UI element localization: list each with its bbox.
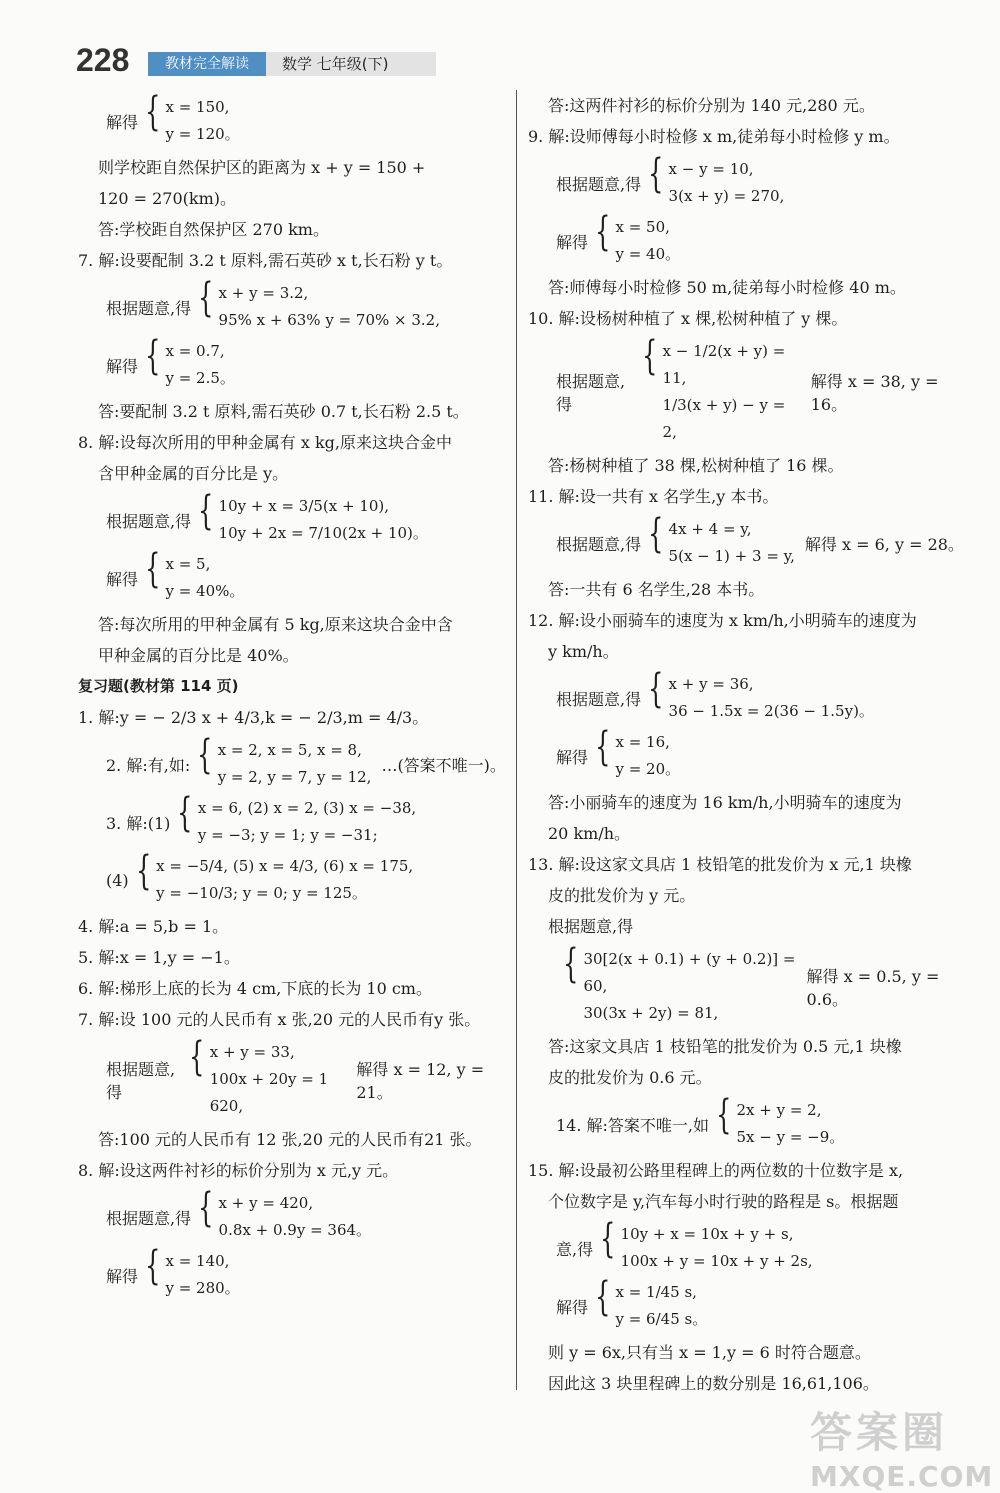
text-line: 皮的批发价为 y 元。 (548, 886, 696, 905)
text-line: 答:每次所用的甲种金属有 5 kg,原来这块合金中含 (98, 615, 453, 634)
text-line: 9. 解:设师傅每小时检修 x m,徒弟每小时检修 y m。 (528, 127, 900, 146)
text-line: 10. 解:设杨树种植了 x 棵,松树种植了 y 棵。 (528, 309, 848, 328)
equation-system (78, 1034, 508, 1120)
text-line: 答:100 元的人民币有 12 张,20 元的人民币有21 张。 (98, 1130, 482, 1149)
system-prefix: 根据题意,得 (556, 174, 642, 194)
text-line: 15. 解:设最初公路里程碑上的两位数的十位数字是 x, (528, 1161, 904, 1180)
brace-icon: { (198, 1185, 214, 1231)
equation: x = 5, (165, 555, 211, 573)
equation-system (78, 790, 508, 849)
system-prefix: 根据题意,得 (556, 372, 626, 414)
text-line: 甲种金属的百分比是 40%。 (98, 646, 299, 665)
system-prefix: 根据题意,得 (106, 1208, 192, 1228)
equation-system (78, 1243, 508, 1302)
text-line: 答:师傅每小时检修 50 m,徒弟每小时检修 40 m。 (548, 278, 906, 297)
system-suffix: 解得 x = 38, y = 16。 (810, 372, 939, 414)
system-prefix: 解得 (556, 232, 589, 252)
brace-icon: { (595, 209, 611, 255)
equation: y = 6/45 s。 (615, 1310, 708, 1328)
text-line: 13. 解:设这家文具店 1 枝铅笔的批发价为 x 元,1 块橡 (528, 855, 912, 874)
equation: x + y = 420, (218, 1194, 314, 1212)
subject-label: 数学 七年级(下) (266, 52, 436, 76)
equation-system (528, 151, 968, 210)
equation: y = −10/3; y = 0; y = 125。 (156, 884, 367, 902)
system-suffix: 解得 x = 12, y = 21。 (356, 1059, 485, 1102)
brace-icon: { (642, 333, 658, 379)
text-line: 7. 解:设 100 元的人民币有 x 张,20 元的人民币有y 张。 (78, 1010, 481, 1029)
text-line: 12. 解:设小丽骑车的速度为 x km/h,小明骑车的速度为 (528, 611, 917, 630)
equation-system (528, 209, 968, 268)
equation: y = 2, y = 7, y = 12, (217, 768, 372, 786)
text-line: 答:这两件衬衫的标价分别为 140 元,280 元。 (548, 96, 875, 115)
equation: x = 140, (165, 1252, 230, 1270)
equation: 0.8x + 0.9y = 364。 (218, 1221, 372, 1239)
text-line: 5. 解:x = 1,y = −1。 (78, 948, 240, 967)
system-prefix: 解得 (106, 1266, 139, 1286)
equation: x − 1/2(x + y) = 11, (662, 342, 786, 387)
text-line: 7. 解:设要配制 3.2 t 原料,需石英砂 x t,长石粉 y t。 (78, 251, 453, 270)
equation: x + y = 33, (209, 1043, 295, 1061)
page-number: 228 (76, 42, 130, 78)
equation-system (78, 1185, 508, 1244)
equation: x = 50, (615, 218, 670, 236)
brace-icon: { (716, 1092, 732, 1138)
equation-system (78, 275, 508, 334)
equation-system (78, 488, 508, 547)
equation: 5(x − 1) + 3 = y, (668, 547, 795, 565)
brace-icon: { (145, 333, 161, 379)
text-line: 20 km/h。 (548, 824, 631, 843)
brace-icon: { (145, 1243, 161, 1289)
text-line: 6. 解:梯形上底的长为 4 cm,下底的长为 10 cm。 (78, 979, 432, 998)
system-prefix: 14. 解:答案不唯一,如 (556, 1115, 710, 1135)
equation: 100x + 20y = 1 620, (209, 1070, 329, 1115)
equation-system (528, 1274, 968, 1333)
equation: x = 6, (2) x = 2, (3) x = −38, (197, 799, 417, 817)
equation: 10y + x = 10x + y + s, (620, 1225, 794, 1243)
equation-system (528, 333, 968, 446)
system-prefix: 3. 解:(1) (106, 813, 171, 833)
system-prefix: 意,得 (556, 1239, 594, 1259)
equation-system (528, 666, 968, 725)
brace-icon: { (145, 89, 161, 135)
equation: y = 280。 (165, 1279, 240, 1297)
brace-icon: { (595, 724, 611, 770)
equation: x − y = 10, (668, 160, 754, 178)
system-suffix: 解得 x = 6, y = 28。 (804, 534, 964, 554)
equation: x = 16, (615, 733, 670, 751)
equation-system (528, 724, 968, 783)
equation: y = 20。 (615, 760, 681, 778)
brace-icon: { (648, 511, 664, 557)
system-suffix: …(答案不唯一)。 (381, 755, 506, 775)
text-line: 答:学校距自然保护区 270 km。 (98, 220, 329, 239)
right-column (528, 90, 968, 1399)
text-line: 根据题意,得 (548, 917, 634, 936)
equation: x = 150, (165, 98, 230, 116)
page-header (76, 42, 436, 82)
system-prefix: 解得 (106, 356, 139, 376)
equation-system (78, 546, 508, 605)
system-prefix: 解得 (106, 569, 139, 589)
equation: x = −5/4, (5) x = 4/3, (6) x = 175, (156, 857, 414, 875)
equation: 95% x + 63% y = 70% × 3.2, (218, 311, 440, 329)
text-line: 120 = 270(km)。 (98, 189, 237, 208)
text-line: 答:杨树种植了 38 棵,松树种植了 16 棵。 (548, 456, 844, 475)
text-line: 答:一共有 6 名学生,28 本书。 (548, 580, 765, 599)
book-badge: 教材完全解读 (148, 52, 266, 76)
brace-icon: { (189, 1034, 205, 1080)
equation: 30[2(x + 0.1) + (y + 0.2)] = 60, (583, 950, 796, 995)
equation-system (78, 732, 508, 791)
equation: y = 120。 (165, 125, 240, 143)
equation-system (528, 1092, 968, 1151)
equation: 2x + y = 2, (736, 1101, 822, 1119)
brace-icon: { (177, 790, 193, 836)
equation: 10y + 2x = 7/10(2x + 10)。 (218, 524, 428, 542)
left-column (78, 90, 508, 1306)
brace-icon: { (600, 1216, 616, 1262)
brace-icon: { (197, 732, 213, 778)
text-line: 皮的批发价为 0.6 元。 (548, 1068, 712, 1087)
equation-system (528, 941, 968, 1027)
text-line: 8. 解:设这两件衬衫的标价分别为 x 元,y 元。 (78, 1161, 399, 1180)
text-line: 1. 解:y = − 2/3 x + 4/3,k = − 2/3,m = 4/3。 (78, 708, 429, 727)
equation: 4x + 4 = y, (668, 520, 752, 538)
system-prefix: (4) (106, 870, 129, 890)
text-line: 11. 解:设一共有 x 名学生,y 本书。 (528, 487, 779, 506)
system-prefix: 根据题意,得 (556, 689, 642, 709)
brace-icon: { (145, 546, 161, 592)
equation: x + y = 36, (668, 675, 754, 693)
equation: x = 0.7, (165, 342, 225, 360)
system-prefix: 解得 (556, 1297, 589, 1317)
equation-system (78, 89, 508, 148)
text-line: 答:要配制 3.2 t 原料,需石英砂 0.7 t,长石粉 2.5 t。 (98, 402, 469, 421)
text-line: y km/h。 (548, 642, 619, 661)
column-divider (516, 90, 517, 1390)
brace-icon: { (563, 941, 579, 987)
system-prefix: 根据题意,得 (556, 534, 642, 554)
brace-icon: { (648, 666, 664, 712)
text-line: 4. 解:a = 5,b = 1。 (78, 917, 229, 936)
equation: y = 40。 (615, 245, 681, 263)
system-prefix: 根据题意,得 (106, 511, 192, 531)
watermark-logo: 答案圈 MXQE.COM (810, 1408, 994, 1493)
equation: y = 2.5。 (165, 369, 235, 387)
equation-system (78, 848, 508, 907)
brace-icon: { (198, 488, 214, 534)
system-prefix: 解得 (106, 112, 139, 132)
text-line: 个位数字是 y,汽车每小时行驶的路程是 s。根据题 (548, 1192, 899, 1211)
equation: x + y = 3.2, (218, 284, 309, 302)
text-line: 则 y = 6x,只有当 x = 1,y = 6 时符合题意。 (548, 1343, 871, 1362)
equation-system (528, 1216, 968, 1275)
text-line: 含甲种金属的百分比是 y。 (98, 464, 289, 483)
equation: y = 40%。 (165, 582, 245, 600)
equation: x = 2, x = 5, x = 8, (217, 741, 362, 759)
equation: 10y + x = 3/5(x + 10), (218, 497, 390, 515)
equation-system (78, 333, 508, 392)
equation: 30(3x + 2y) = 81, (583, 1004, 719, 1022)
system-prefix: 2. 解:有,如: (106, 755, 191, 775)
brace-icon: { (648, 151, 664, 197)
text-line: 8. 解:设每次所用的甲种金属有 x kg,原来这块合金中 (78, 433, 452, 452)
equation: x = 1/45 s, (615, 1283, 697, 1301)
text-line: 答:小丽骑车的速度为 16 km/h,小明骑车的速度为 (548, 793, 902, 812)
equation: 3(x + y) = 270, (668, 187, 785, 205)
equation: 5x − y = −9。 (736, 1128, 845, 1146)
text-line: 因此这 3 块里程碑上的数分别是 16,61,106。 (548, 1374, 879, 1393)
brace-icon: { (135, 848, 152, 894)
system-suffix: 解得 x = 0.5, y = 0.6。 (806, 966, 940, 1009)
equation: 1/3(x + y) − y = 2, (662, 396, 786, 441)
system-prefix: 解得 (556, 747, 589, 767)
text-line: 则学校距自然保护区的距离为 x + y = 150 + (98, 158, 426, 177)
brace-icon: { (595, 1274, 611, 1320)
system-prefix: 根据题意,得 (106, 298, 192, 318)
brace-icon: { (198, 275, 214, 321)
equation: 100x + y = 10x + y + 2s, (620, 1252, 813, 1270)
equation-system (528, 511, 968, 570)
equation: 36 − 1.5x = 2(36 − 1.5y)。 (668, 702, 874, 720)
system-prefix: 根据题意,得 (106, 1059, 176, 1102)
text-line: 答:这家文具店 1 枝铅笔的批发价为 0.5 元,1 块橡 (548, 1037, 902, 1056)
equation: y = −3; y = 1; y = −31; (197, 826, 378, 844)
text-line: 复习题(教材第 114 页) (78, 677, 239, 695)
